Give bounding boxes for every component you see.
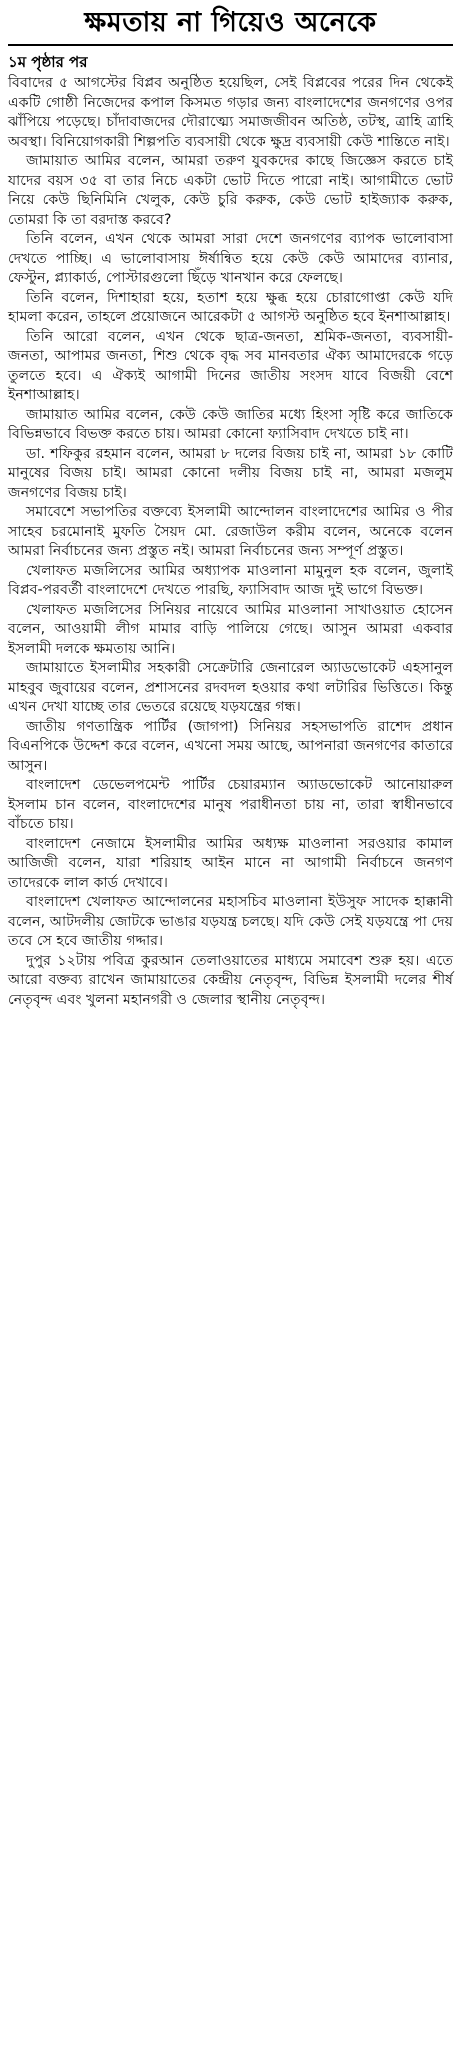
article-paragraph: খেলাফত মজলিসের আমির অধ্যাপক মাওলানা মামুনুল হক বলেন, জুলাই বিপ্লব-পরবর্তী বাংলাদেশে দেখতে পারছি, ফ্যাসিবাদ আজ দুই ভাগে বিভক্ত। (8, 562, 453, 598)
article-paragraph: খেলাফত মজলিসের সিনিয়র নায়েবে আমির মাওলানা সাখাওয়াত হোসেন বলেন, আওয়ামী লীগ মামার বাড়ি পালিয়ে গেছে। আসুন আমরা একবার ইসলামী দলকে ক্ষমতায় আনি। (8, 601, 453, 657)
article-paragraph: বাংলাদেশ ডেভেলপমেন্ট পার্টির চেয়ারম্যান অ্যাডভোকেট আনোয়ারুল ইসলাম চান বলেন, বাংলাদেশের মানুষ পরাধীনতা চায় না, তারা স্বাধীনভাবে বাঁচতে চায়। (8, 777, 453, 832)
article-paragraph: তিনি আরো বলেন, এখন থেকে ছাত্র-জনতা, শ্রমিক-জনতা, ব্যবসায়ী-জনতা, আপামর জনতা, শিশু থেকে বৃদ্ধ সব মানবতার ঐক্য আমাদেরকে গড়ে তুলতে হবে। এ ঐক্যই আগামী দিনের জাতীয় সংসদ যাবে বিজয়ী বেশে ইনশাআল্লাহ। (8, 328, 453, 403)
article-paragraph: জাতীয় গণতান্ত্রিক পার্টির (জাগপা) সিনিয়র সহসভাপতি রাশেদ প্রধান বিএনপিকে উদ্দেশ করে বলেন, এখনো সময় আছে, আপনারা জনগণের কাতারে আসুন। (8, 718, 453, 774)
article-body (8, 74, 453, 1010)
article-paragraph: ডা. শফিকুর রহমান বলেন, আমরা ৮ দলের বিজয় চাই না, আমরা ১৮ কোটি মানুষের বিজয় চাই। আমরা কোনো দলীয় বিজয় চাই না, আমরা মজলুম জনগণের বিজয় চাই। (8, 445, 453, 501)
article-paragraph: জামায়াত আমির বলেন, কেউ কেউ জাতির মধ্যে হিংসা সৃষ্টি করে জাতিকে বিভিন্নভাবে বিভক্ত করতে চায়। আমরা কোনো ফ্যাসিবাদ দেখতে চাই না। (8, 406, 453, 442)
article-paragraph: সমাবেশে সভাপতির বক্তব্যে ইসলামী আন্দোলন বাংলাদেশের আমির ও পীর সাহেব চরমোনাই মুফতি সৈয়দ মো. রেজাউল করীম বলেন, অনেকে বলেন আমরা নির্বাচনের জন্য প্রস্তুত নই। আমরা নির্বাচনের জন্য সম্পূর্ণ প্রস্তুত। (8, 504, 453, 559)
article-paragraph: তিনি বলেন, এখন থেকে আমরা সারা দেশে জনগণের ব্যাপক ভালোবাসা দেখতে পাচ্ছি। এ ভালোবাসায় ঈর্ষান্বিত হয়ে কেউ কেউ আমাদের ব্যানার, ফেস্টুন, প্ল্যাকার্ড, পোস্টারগুলো ছিঁড়ে খানখান করে ফেলছে। (8, 231, 453, 286)
article-paragraph: বাংলাদেশ খেলাফত আন্দোলনের মহাসচিব মাওলানা ইউসুফ সাদেক হাক্কানী বলেন, আটদলীয় জোটকে ভাঙার যড়যন্ত্র চলছে। যদি কেউ সেই যড়যন্ত্রে পা দেয় তবে সে হবে জাতীয় গদ্দার। (8, 894, 453, 949)
article-paragraph: তিনি বলেন, দিশাহারা হয়ে, হতাশ হয়ে ক্ষুব্ধ হয়ে চোরাগোপ্তা কেউ যদি হামলা করেন, তাহলে প্রয়োজনে আরেকটা ৫ আগস্ট অনুষ্ঠিত হবে ইনশাআল্লাহ। (8, 289, 453, 325)
continued-from-label: ১ম পৃষ্ঠার পর (8, 53, 88, 71)
headline: ক্ষমতায় না গিয়েও অনেকে (84, 7, 377, 38)
article-paragraph: বিবাদের ৫ আগস্টের বিপ্লব অনুষ্ঠিত হয়েছিল, সেই বিপ্লবের পরের দিন থেকেই একটি গোষ্ঠী নিজেদের কপাল কিসমত গড়ার জন্য বাংলাদেশের জনগণের ওপর ঝাঁপিয়ে পড়েছে। চাঁদাবাজদের দৌরাত্ম্যে সমাজজীবন অতিষ্ঠ, তটস্থ, ত্রাহি ত্রাহি অবস্থা। বিনিয়োগকারী শিল্পপতি ব্যবসায়ী থেকে ক্ষুদ্র ব্যবসায়ী কেউ শান্তিতে নাই। (8, 75, 453, 150)
article-paragraph: জামায়াত আমির বলেন, আমরা তরুণ যুবকদের কাছে জিজ্ঞেস করতে চাই যাদের বয়স ৩৫ বা তার নিচে একটা ভোট দিতে পারো নাই। আগামীতে ভোট নিয়ে কেউ ছিনিমিনি খেলুক, কেউ চুরি করুক, কেউ ভোট হাইজ্যাক করুক, তোমরা কি তা বরদাস্ত করবে? (8, 153, 453, 228)
article-paragraph: বাংলাদেশ নেজামে ইসলামীর আমির অধ্যক্ষ মাওলানা সরওয়ার কামাল আজিজী বলেন, যারা শরিয়াহ আইন মানে না আগামী নির্বাচনে জনগণ তাদেরকে লাল কার্ড দেখাবে। (8, 835, 453, 891)
article-paragraph: জামায়াতে ইসলামীর সহকারী সেক্রেটারি জেনারেল অ্যাডভোকেট এহসানুল মাহবুব জুবায়ের বলেন, প্রশাসনের রদবদল হওয়ার কথা লটারির ভিত্তিতে। কিন্তু এখন দেখা যাচ্ছে তার ভেতরে রয়েছে যড়যন্ত্রের গন্ধ। (8, 660, 453, 715)
headline-divider (8, 44, 453, 46)
article-paragraph: দুপুর ১২টায় পবিত্র কুরআন তেলাওয়াতের মাধ্যমে সমাবেশ শুরু হয়। এতে আরো বক্তব্য রাখেন জামায়াতের কেন্দ্রীয় নেতৃবৃন্দ, বিভিন্ন ইসলামী দলের শীর্ষ নেতৃবৃন্দ এবং খুলনা মহানগরী ও জেলার স্থানীয় নেতৃবৃন্দ। (8, 952, 453, 1008)
